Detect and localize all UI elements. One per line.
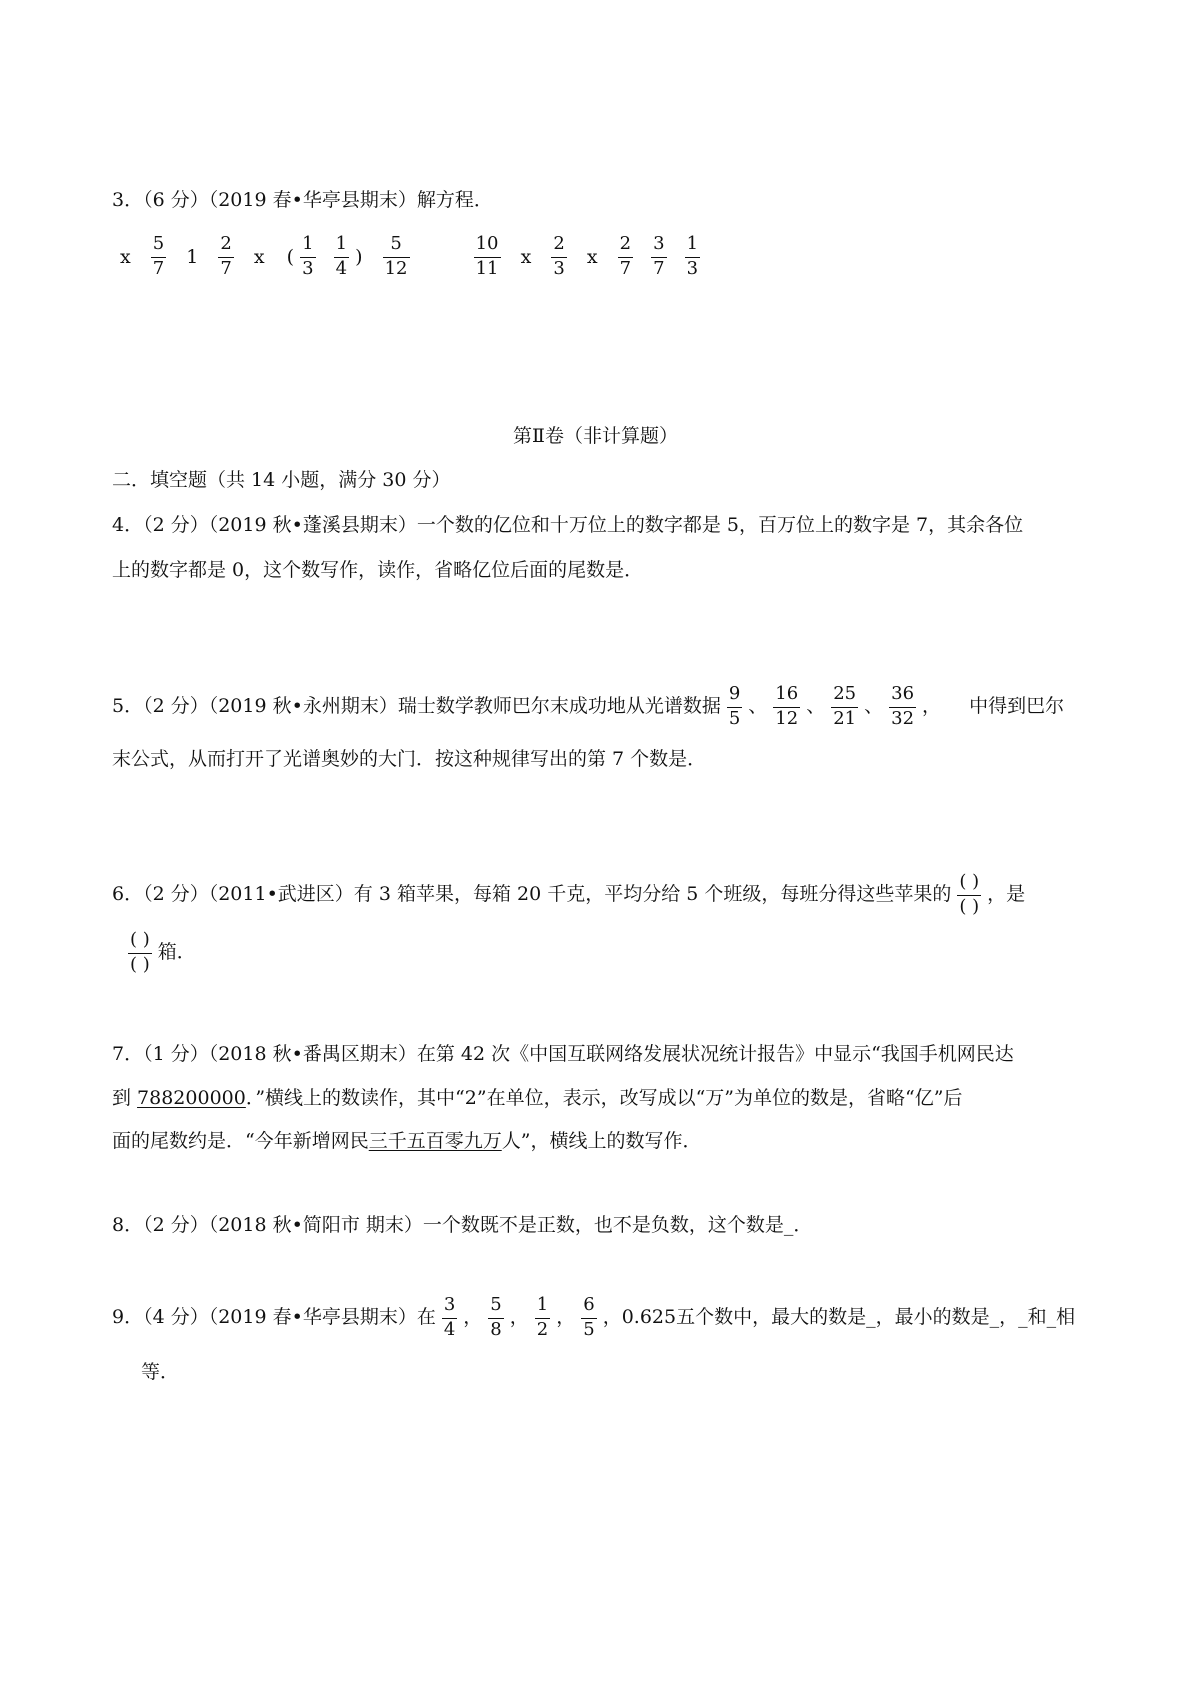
q5-text-tail: 中得到巴尔 — [969, 695, 1065, 717]
underlined-words: 三千五百零九万 — [368, 1130, 502, 1152]
blank-fraction: $\frac{( )}{( )}$ — [130, 929, 150, 975]
q7-text: 人”，横线上的数写作． — [501, 1130, 702, 1152]
fraction: $\frac{1}{3}$ — [686, 233, 699, 279]
fraction: $\frac{5}{8}$ — [490, 1294, 502, 1340]
fraction: $\frac{1}{3}$ — [302, 233, 314, 279]
q9-line-1 — [112, 1291, 1075, 1343]
fraction: $\frac{3}{7}$ — [653, 233, 665, 279]
q9-line-2: 等． — [141, 1361, 180, 1383]
paren-open: ( — [286, 246, 295, 268]
fraction: $\frac{16}{12}$ — [775, 683, 799, 729]
var-x: x — [120, 246, 131, 268]
separator: 、 — [864, 695, 884, 717]
fraction: $\frac{3}{4}$ — [443, 1294, 456, 1340]
fraction: $\frac{10}{11}$ — [475, 233, 499, 279]
fraction: $\frac{2}{3}$ — [553, 233, 565, 279]
q7-text: 面的尾数约是．“今年新增网民 — [112, 1130, 369, 1152]
paren-close: ) — [355, 246, 363, 268]
fraction: $\frac{1}{2}$ — [536, 1294, 549, 1340]
part-heading: 二．填空题（共 14 小题，满分 30 分） — [112, 469, 451, 491]
q6-text-tail: ，是 — [987, 883, 1026, 905]
var-x: x — [586, 246, 598, 268]
q6-line-2-text: 箱． — [157, 941, 196, 963]
fraction: $\frac{5}{12}$ — [384, 233, 408, 279]
q5-line-1 — [112, 680, 1064, 732]
fraction: $\frac{2}{7}$ — [619, 233, 632, 279]
q6-line-2 — [128, 926, 196, 978]
fraction: $\frac{2}{7}$ — [220, 233, 232, 279]
var-x: x — [520, 246, 532, 268]
q5-text: 5．（2 分）（2019 秋•永州期末）瑞士数学教师巴尔末成功地从光谱数据 — [112, 695, 721, 717]
q7-line-3 — [112, 1127, 701, 1155]
number: 1 — [186, 246, 199, 268]
q9-text: 9．（4 分）（2019 春•华亭县期末）在 — [112, 1306, 436, 1328]
comma: ， — [922, 695, 942, 717]
comma: ， — [556, 1306, 576, 1328]
q3-heading: 3．（6 分）（2019 春•华亭县期末）解方程． — [112, 189, 493, 211]
fraction: $\frac{1}{4}$ — [335, 233, 348, 279]
fraction: $\frac{5}{7}$ — [152, 233, 165, 279]
var-x: x — [253, 246, 265, 268]
fraction: $\frac{25}{21}$ — [833, 683, 857, 729]
q6-text: 6．（2 分）（2011•武进区）有 3 箱苹果，每箱 20 千克，平均分给 5 个班级，每班分得这些苹果的 — [112, 883, 952, 905]
comma: ， — [509, 1306, 529, 1328]
q4-line-1: 4．（2 分）（2019 秋•蓬溪县期末）一个数的亿位和十万位上的数字都是 5，百万位上的数字是 7，其余各位 — [112, 514, 1024, 536]
blank-fraction: $\frac{( )}{( )}$ — [959, 871, 980, 917]
fraction: $\frac{6}{5}$ — [583, 1294, 595, 1340]
q5-line-2: 末公式，从而打开了光谱奥妙的大门．按这种规律写出的第 7 个数是． — [112, 748, 707, 770]
q7-text: 到 — [112, 1087, 138, 1109]
q7-line-2 — [112, 1084, 962, 1112]
comma: ， — [463, 1306, 483, 1328]
section-title: 第Ⅱ卷（非计算题） — [513, 425, 678, 447]
fraction: $\frac{9}{5}$ — [728, 683, 741, 729]
q9-text-tail: ，0.625五个数中，最大的数是_，最小的数是_，_和_相 — [602, 1306, 1076, 1328]
fraction: $\frac{36}{32}$ — [891, 683, 915, 729]
q7-line-1: 7．（1 分）（2018 秋•番禺区期末）在第 42 次《中国互联网络发展状况统计报告》中显示“我国手机网民达 — [112, 1043, 1014, 1065]
q8-line-1: 8．（2 分）（2018 秋•简阳市 期末）一个数既不是正数，也不是负数，这个数是_． — [112, 1214, 813, 1236]
q4-line-2: 上的数字都是 0，这个数写作，读作，省略亿位后面的尾数是． — [112, 559, 644, 581]
underlined-number: 788200000 — [137, 1087, 246, 1109]
separator: 、 — [748, 695, 768, 717]
q7-text: ．”横线上的数读作，其中“2”在单位，表示，改写成以“万”为单位的数是，省略“亿”后 — [245, 1087, 963, 1109]
q6-line-1 — [112, 868, 1025, 920]
separator: 、 — [806, 695, 826, 717]
q3-equations — [112, 230, 706, 283]
